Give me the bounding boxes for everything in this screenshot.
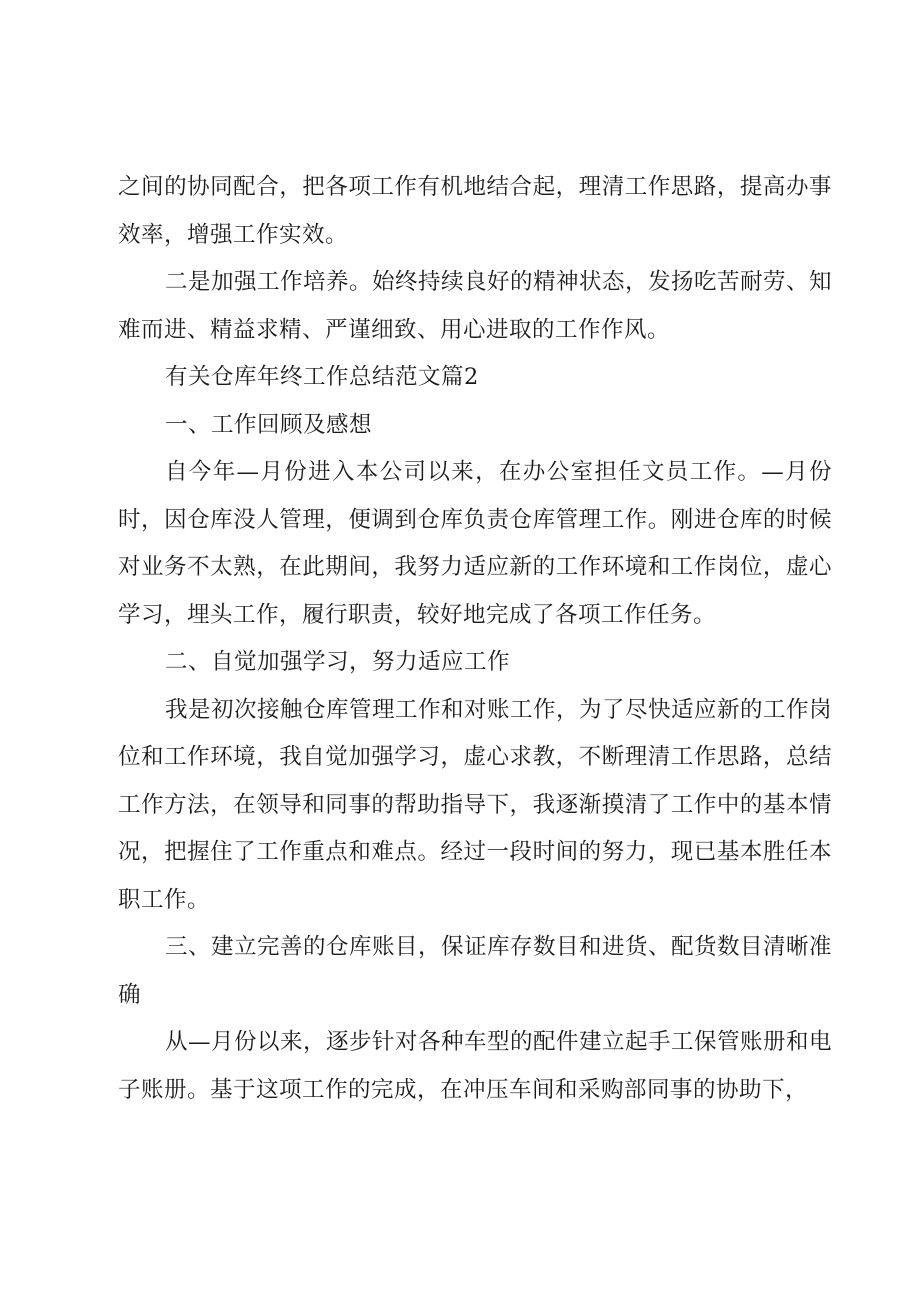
paragraph-review: 自今年—月份进入本公司以来，在办公室担任文员工作。—月份时，因仓库没人管理，便调到仓库负责仓库管理工作。刚进仓库的时候对业务不太熟，在此期间，我努力适应新的工作环境和工作岗位，虚心学习，埋头工作，履行职责，较好地完成了各项工作任务。 bbox=[118, 459, 832, 628]
document-page bbox=[118, 164, 832, 1114]
paragraph-learning: 我是初次接触仓库管理工作和对账工作，为了尽快适应新的工作岗位和工作环境，我自觉加强学习，虚心求教，不断理清工作思路，总结工作方法，在领导和同事的帮助指导下，我逐渐摸清了工作中的基本情况，把握住了工作重点和难点。经过一段时间的努力，现已基本胜任本职工作。 bbox=[118, 696, 833, 913]
section-title: 有关仓库年终工作总结范文篇2 bbox=[165, 364, 479, 390]
paragraph-accounts: 从—月份以来，逐步针对各种车型的配件建立起手工保管账册和电子账册。基于这项工作的完成，在冲压车间和采购部同事的协助下， bbox=[118, 1029, 833, 1103]
paragraph-continuation: 之间的协同配合，把各项工作有机地结合起，理清工作思路，提高办事效率，增强工作实效。 bbox=[118, 174, 832, 248]
heading-accounts: 三、建立完善的仓库账目，保证库存数目和进货、配货数目清晰准确 bbox=[118, 934, 833, 1008]
paragraph-training: 二是加强工作培养。始终持续良好的精神状态，发扬吃苦耐劳、知难而进、精益求精、严谨细致、用心进取的工作作风。 bbox=[118, 269, 833, 343]
heading-learning: 二、自觉加强学习，努力适应工作 bbox=[165, 649, 511, 675]
heading-review: 一、工作回顾及感想 bbox=[165, 411, 373, 438]
